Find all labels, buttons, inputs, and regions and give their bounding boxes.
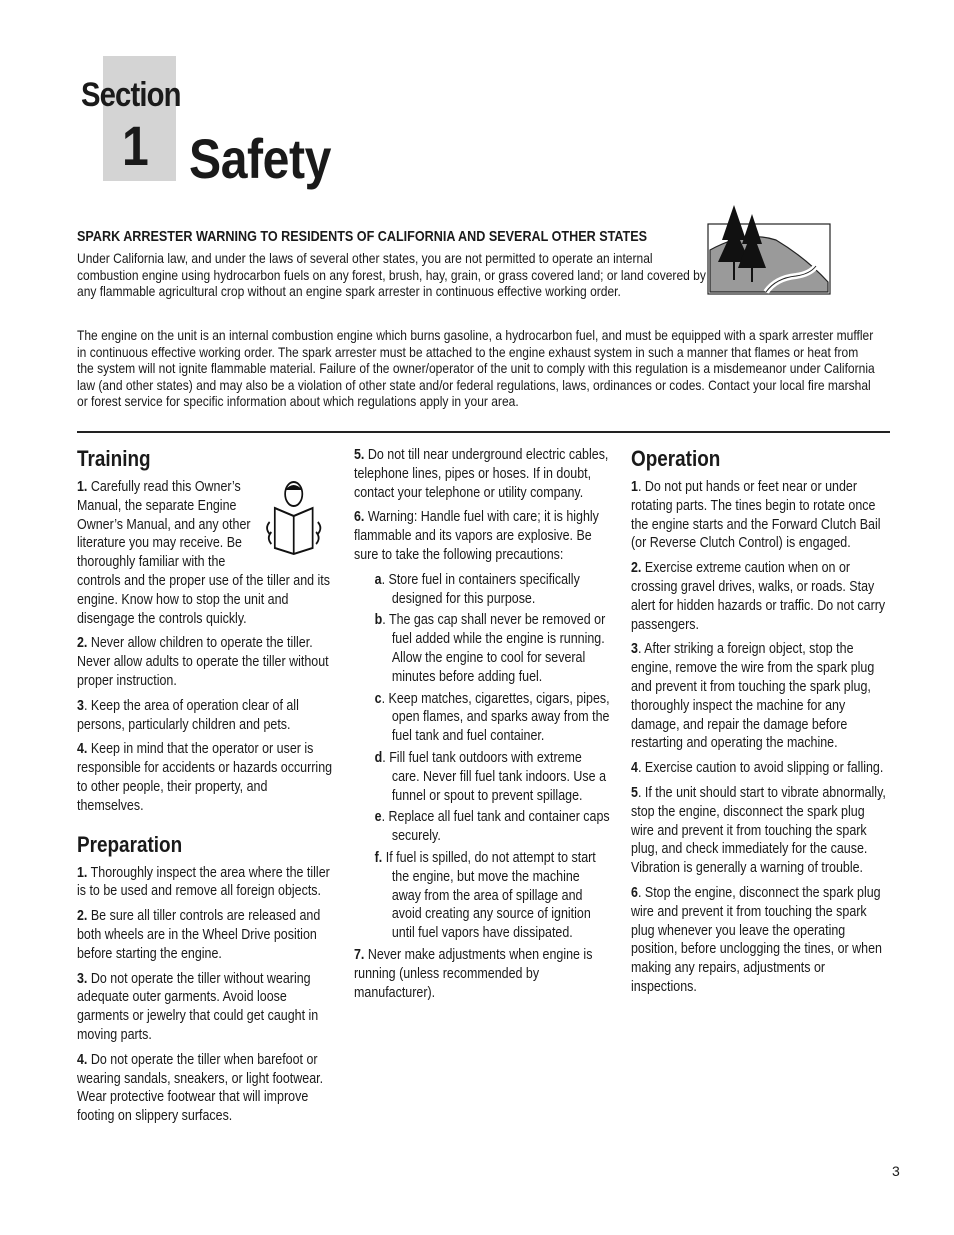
training-item: 2. Never allow children to operate the tiller. Never allow adults to operate the tiller without proper instruction. [77, 635, 329, 689]
spark-warning-para-1: Under California law, and under the laws of several other states, you are not permitted to operate an internal combustion engine using hydrocarbon fuels on any forest, brush, hay, grain, or grass covered land; or land covered by any flammable agricultural crop without an engine spark arrester in continuous effective working order. [77, 250, 706, 300]
fuel-precaution-item: f. If fuel is spilled, do not attempt to start the engine, but move the machine away from the area of spillage and avoid creating any source of ignition until fuel vapors have dissipated. [374, 849, 596, 942]
preparation-item: 4. Do not operate the tiller when barefoot or wearing sandals, sneakers, or light footwear. Wear protective footwear that will improve footing on slippery surfaces. [77, 1051, 324, 1125]
operation-item: 5. If the unit should start to vibrate abnormally, stop the engine, disconnect the spark plug wire and prevent it from touching the spark plug, and check immediately for the cause. Vibration is generally a warning of trouble. [631, 784, 886, 877]
preparation-item: 7. Never make adjustments when engine is running (unless recommended by manufacturer). [354, 946, 593, 1001]
preparation-item: 6. Warning: Handle fuel with care; it is highly flammable and its vapors are explosive. Be sure to take the following precautions: [354, 509, 599, 563]
fuel-precaution-item: d. Fill fuel tank outdoors with extreme care. Never fill fuel tank indoors. Use a funnel or spout to prevent spillage. [374, 749, 607, 804]
operation-item: 1. Do not put hands or feet near or under rotating parts. The tines begin to rotate once the engine starts and the Forward Clutch Bail (or Reverse Clutch Control) is engaged. [631, 479, 881, 552]
preparation-item: 2. Be sure all tiller controls are released and both wheels are in the Wheel Drive position before starting the engine. [77, 908, 321, 962]
operation-item: 4. Exercise caution to avoid slipping or falling. [631, 760, 884, 777]
training-item: 1. Carefully read this Owner’s Manual, the separate Engine Owner’s Manual, and any other literature you may receive. Be thoroughly familiar with the controls and the proper use of the tiller and its engine. Know how to stop the unit and disengage the controls quickly. [77, 479, 331, 627]
preparation-item: 3. Do not operate the tiller without wearing adequate outer garments. Avoid loose garments or jewelry that could get caught in moving parts. [77, 970, 319, 1043]
operation-item: 2. Exercise extreme caution when on or crossing gravel drives, walks, or roads. Stay alert for hidden hazards or traffic. Do not carry passengers. [631, 560, 886, 633]
reading-manual-icon [259, 478, 333, 556]
forest-mountain-icon [706, 200, 834, 298]
operation-heading: Operation [631, 446, 721, 471]
page-title: Safety [189, 127, 331, 190]
fuel-precaution-item: c. Keep matches, cigarettes, cigars, pipes, open flames, and sparks away from the fuel tank and fuel container. [374, 690, 610, 745]
page-number: 3 [892, 1163, 900, 1179]
fuel-precaution-item: b. The gas cap shall never be removed or fuel added while the engine is running. Allow the engine to cool for several minutes before adding fuel. [374, 612, 606, 685]
operation-item: 3. After striking a foreign object, stop the engine, remove the wire from the spark plug and prevent it from touching the spark plug, thoroughly inspect the machine for any damage, and repair the damage before restarting and operating the machine. [631, 641, 875, 752]
column-left [77, 446, 333, 1132]
preparation-heading: Preparation [77, 831, 183, 857]
section-label: Section [81, 76, 181, 114]
fuel-precaution-item: a. Store fuel in containers specifically designed for this purpose. [374, 571, 580, 607]
operation-item: 6. Stop the engine, disconnect the spark plug wire and prevent it from touching the spark plug whenever you leave the operating position, before unclogging the tines, or when making any repairs, adjustments or inspections. [631, 884, 882, 995]
spark-warning-title: SPARK ARRESTER WARNING TO RESIDENTS OF CALIFORNIA AND SEVERAL OTHER STATES [77, 228, 648, 245]
fuel-precaution-item: e. Replace all fuel tank and container caps securely. [374, 809, 610, 845]
training-item: 4. Keep in mind that the operator or user is responsible for accidents or hazards occurring to other people, their property, and themselves. [77, 741, 333, 814]
column-right [631, 446, 889, 1003]
section-divider [77, 431, 890, 433]
preparation-item: 5. Do not till near underground electric cables, telephone lines, pipes or hoses. If in doubt, contact your telephone or utility company. [354, 447, 609, 501]
spark-warning-para-2: The engine on the unit is an internal combustion engine which burns gasoline, a hydrocarbon fuel, and must be equipped with a spark arrester muffler in continuous effective working order. The spark arrester must be attached to the engine exhaust system in such a manner that flames or heat from the system will not ignite flammable material. Failure of the owner/operator of the unit to comply with this regulation is a misdemeanor under California law (and other states) and may also be a violation of other state and/or federal regulations, laws, ordinances or codes. Contact your local fire marshal or forest service for specific information about which regulations apply in your area. [77, 327, 875, 410]
section-number: 1 [122, 114, 149, 177]
column-middle [354, 446, 610, 1008]
training-item: 3. Keep the area of operation clear of all persons, particularly children and pets. [77, 697, 299, 733]
training-heading: Training [77, 446, 151, 471]
preparation-item: 1. Thoroughly inspect the area where the tiller is to be used and remove all foreign objects. [77, 864, 330, 900]
